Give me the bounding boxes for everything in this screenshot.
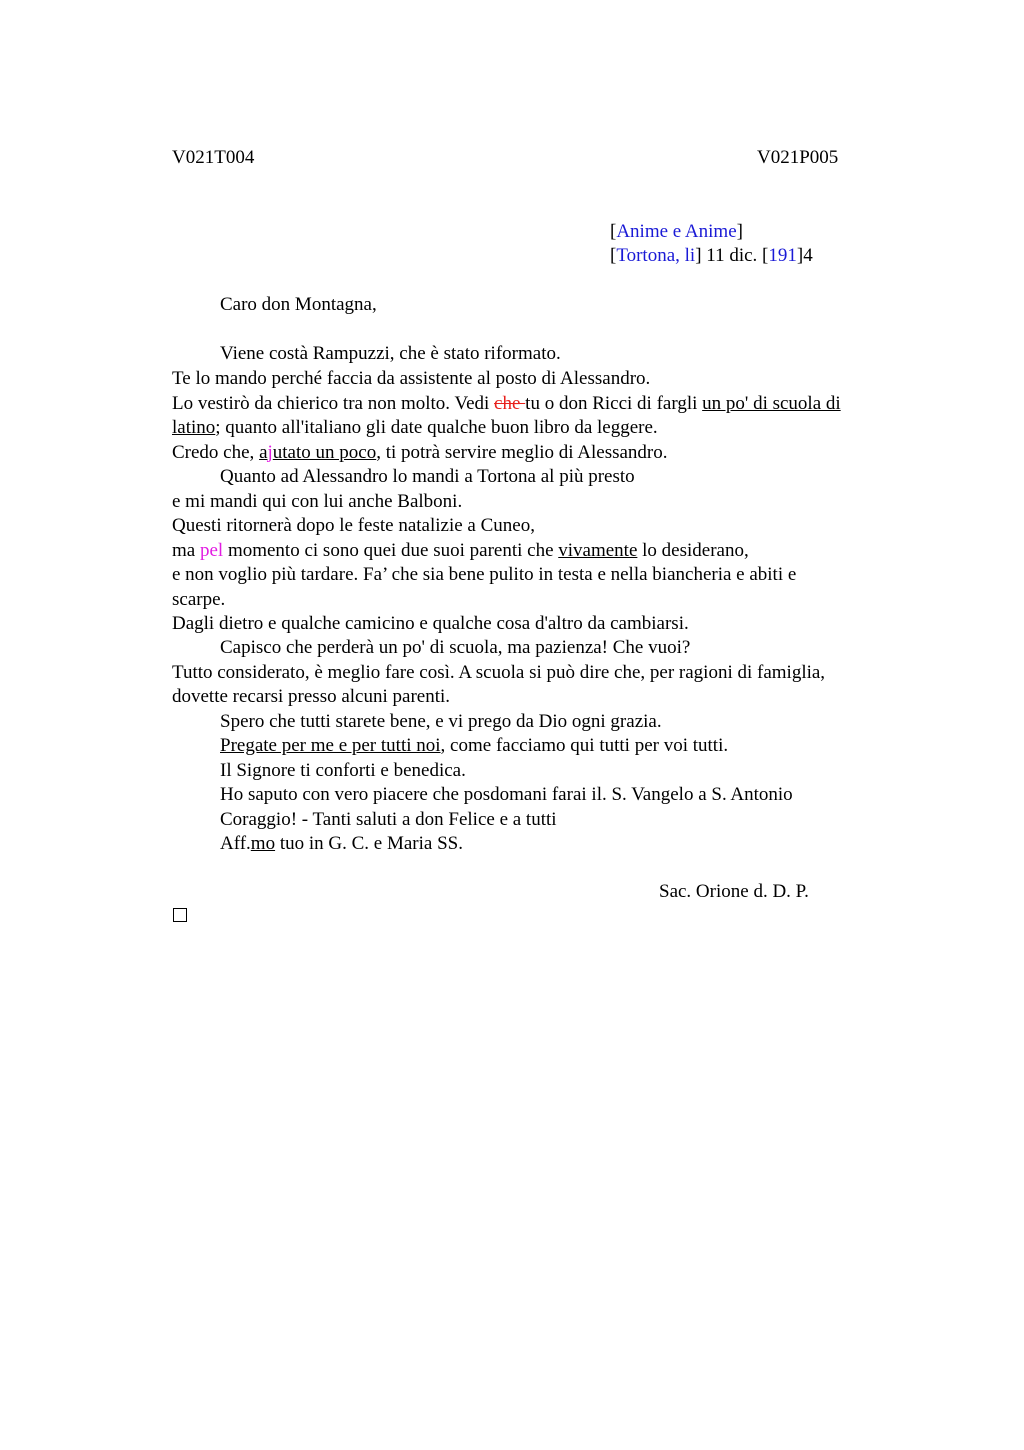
document-code-right: V021P005 bbox=[757, 147, 839, 168]
underlined-text: un po' di scuola di bbox=[702, 393, 841, 414]
body-line: e mi mandi qui con lui anche Balboni. bbox=[172, 491, 463, 512]
text-segment: tuo in G. C. e Maria SS. bbox=[275, 833, 463, 854]
body-line: dovette recarsi presso alcuni parenti. bbox=[172, 686, 451, 707]
body-line: Viene costà Rampuzzi, che è stato riformato. bbox=[220, 343, 561, 364]
body-line: Ho saputo con vero piacere che posdomani farai il. S. Vangelo a S. Antonio bbox=[220, 784, 793, 805]
underlined-text: Pregate per me e per tutti noi bbox=[220, 735, 441, 756]
body-line bbox=[172, 392, 841, 416]
text-segment: lo desiderano, bbox=[637, 540, 749, 561]
salutation: Caro don Montagna, bbox=[220, 294, 377, 315]
text-segment: Credo che, bbox=[172, 442, 260, 463]
text-segment: , come facciamo qui tutti per voi tutti. bbox=[440, 735, 729, 756]
bracket: [ bbox=[610, 245, 617, 266]
closing-line bbox=[220, 832, 463, 856]
dateline-date: ] 11 dic. [ bbox=[695, 245, 769, 266]
text-segment: tu o don Ricci di fargli bbox=[525, 393, 703, 414]
body-line: Quanto ad Alessandro lo mandi a Tortona al più presto bbox=[220, 466, 635, 487]
dateline-line2 bbox=[610, 245, 813, 267]
text-segment: momento ci sono quei due suoi parenti che bbox=[223, 540, 559, 561]
body-line: scarpe. bbox=[172, 589, 226, 610]
inserted-text: pel bbox=[199, 540, 224, 561]
body-line: Tutto considerato, è meglio fare così. A scuola si può dire che, per ragioni di famiglia, bbox=[172, 662, 826, 683]
document-code-left: V021T004 bbox=[172, 147, 255, 168]
dateline-place: Tortona, li bbox=[616, 245, 696, 266]
body-line: Coraggio! - Tanti saluti a don Felice e a tutti bbox=[220, 809, 557, 830]
body-line bbox=[172, 539, 749, 563]
text-segment: Lo vestirò da chierico tra non molto. Vedi bbox=[172, 393, 495, 414]
text-segment: ; quanto all'italiano gli date qualche buon libro da leggere. bbox=[215, 417, 658, 438]
dateline-year-end: ]4 bbox=[796, 245, 813, 266]
body-line bbox=[220, 734, 728, 758]
dateline-editorial-place: Anime e Anime bbox=[616, 221, 737, 242]
underlined-text: a bbox=[259, 442, 268, 463]
underlined-text: vivamente bbox=[558, 540, 638, 561]
text-segment: , ti potrà servire meglio di Alessandro. bbox=[376, 442, 668, 463]
underlined-text: mo bbox=[250, 833, 276, 854]
box-icon bbox=[173, 908, 187, 922]
body-line: Il Signore ti conforti e benedica. bbox=[220, 760, 466, 781]
struck-text: che bbox=[494, 393, 526, 414]
body-line: Capisco che perderà un po' di scuola, ma pazienza! Che vuoi? bbox=[220, 637, 691, 658]
bracket: [ bbox=[610, 221, 617, 242]
underlined-text: utato un poco bbox=[272, 442, 377, 463]
body-line: Questi ritornerà dopo le feste natalizie a Cuneo, bbox=[172, 515, 535, 536]
underlined-text: latino bbox=[172, 417, 216, 438]
inserted-text: j bbox=[267, 442, 273, 463]
text-segment: Aff. bbox=[220, 833, 251, 854]
bracket: ] bbox=[736, 221, 743, 242]
signature: Sac. Orione d. D. P. bbox=[659, 881, 809, 902]
dateline-year-editorial: 191 bbox=[768, 245, 797, 266]
body-line: e non voglio più tardare. Fa’ che sia bene pulito in testa e nella biancheria e abiti e bbox=[172, 564, 797, 585]
body-line: Spero che tutti starete bene, e vi prego da Dio ogni grazia. bbox=[220, 711, 662, 732]
body-line: Te lo mando perché faccia da assistente al posto di Alessandro. bbox=[172, 368, 651, 389]
body-line: Dagli dietro e qualche camicino e qualche cosa d'altro da cambiarsi. bbox=[172, 613, 689, 634]
dateline-line1 bbox=[610, 221, 743, 243]
body-line bbox=[172, 441, 668, 465]
body-line bbox=[172, 416, 658, 440]
text-segment: ma bbox=[172, 540, 200, 561]
